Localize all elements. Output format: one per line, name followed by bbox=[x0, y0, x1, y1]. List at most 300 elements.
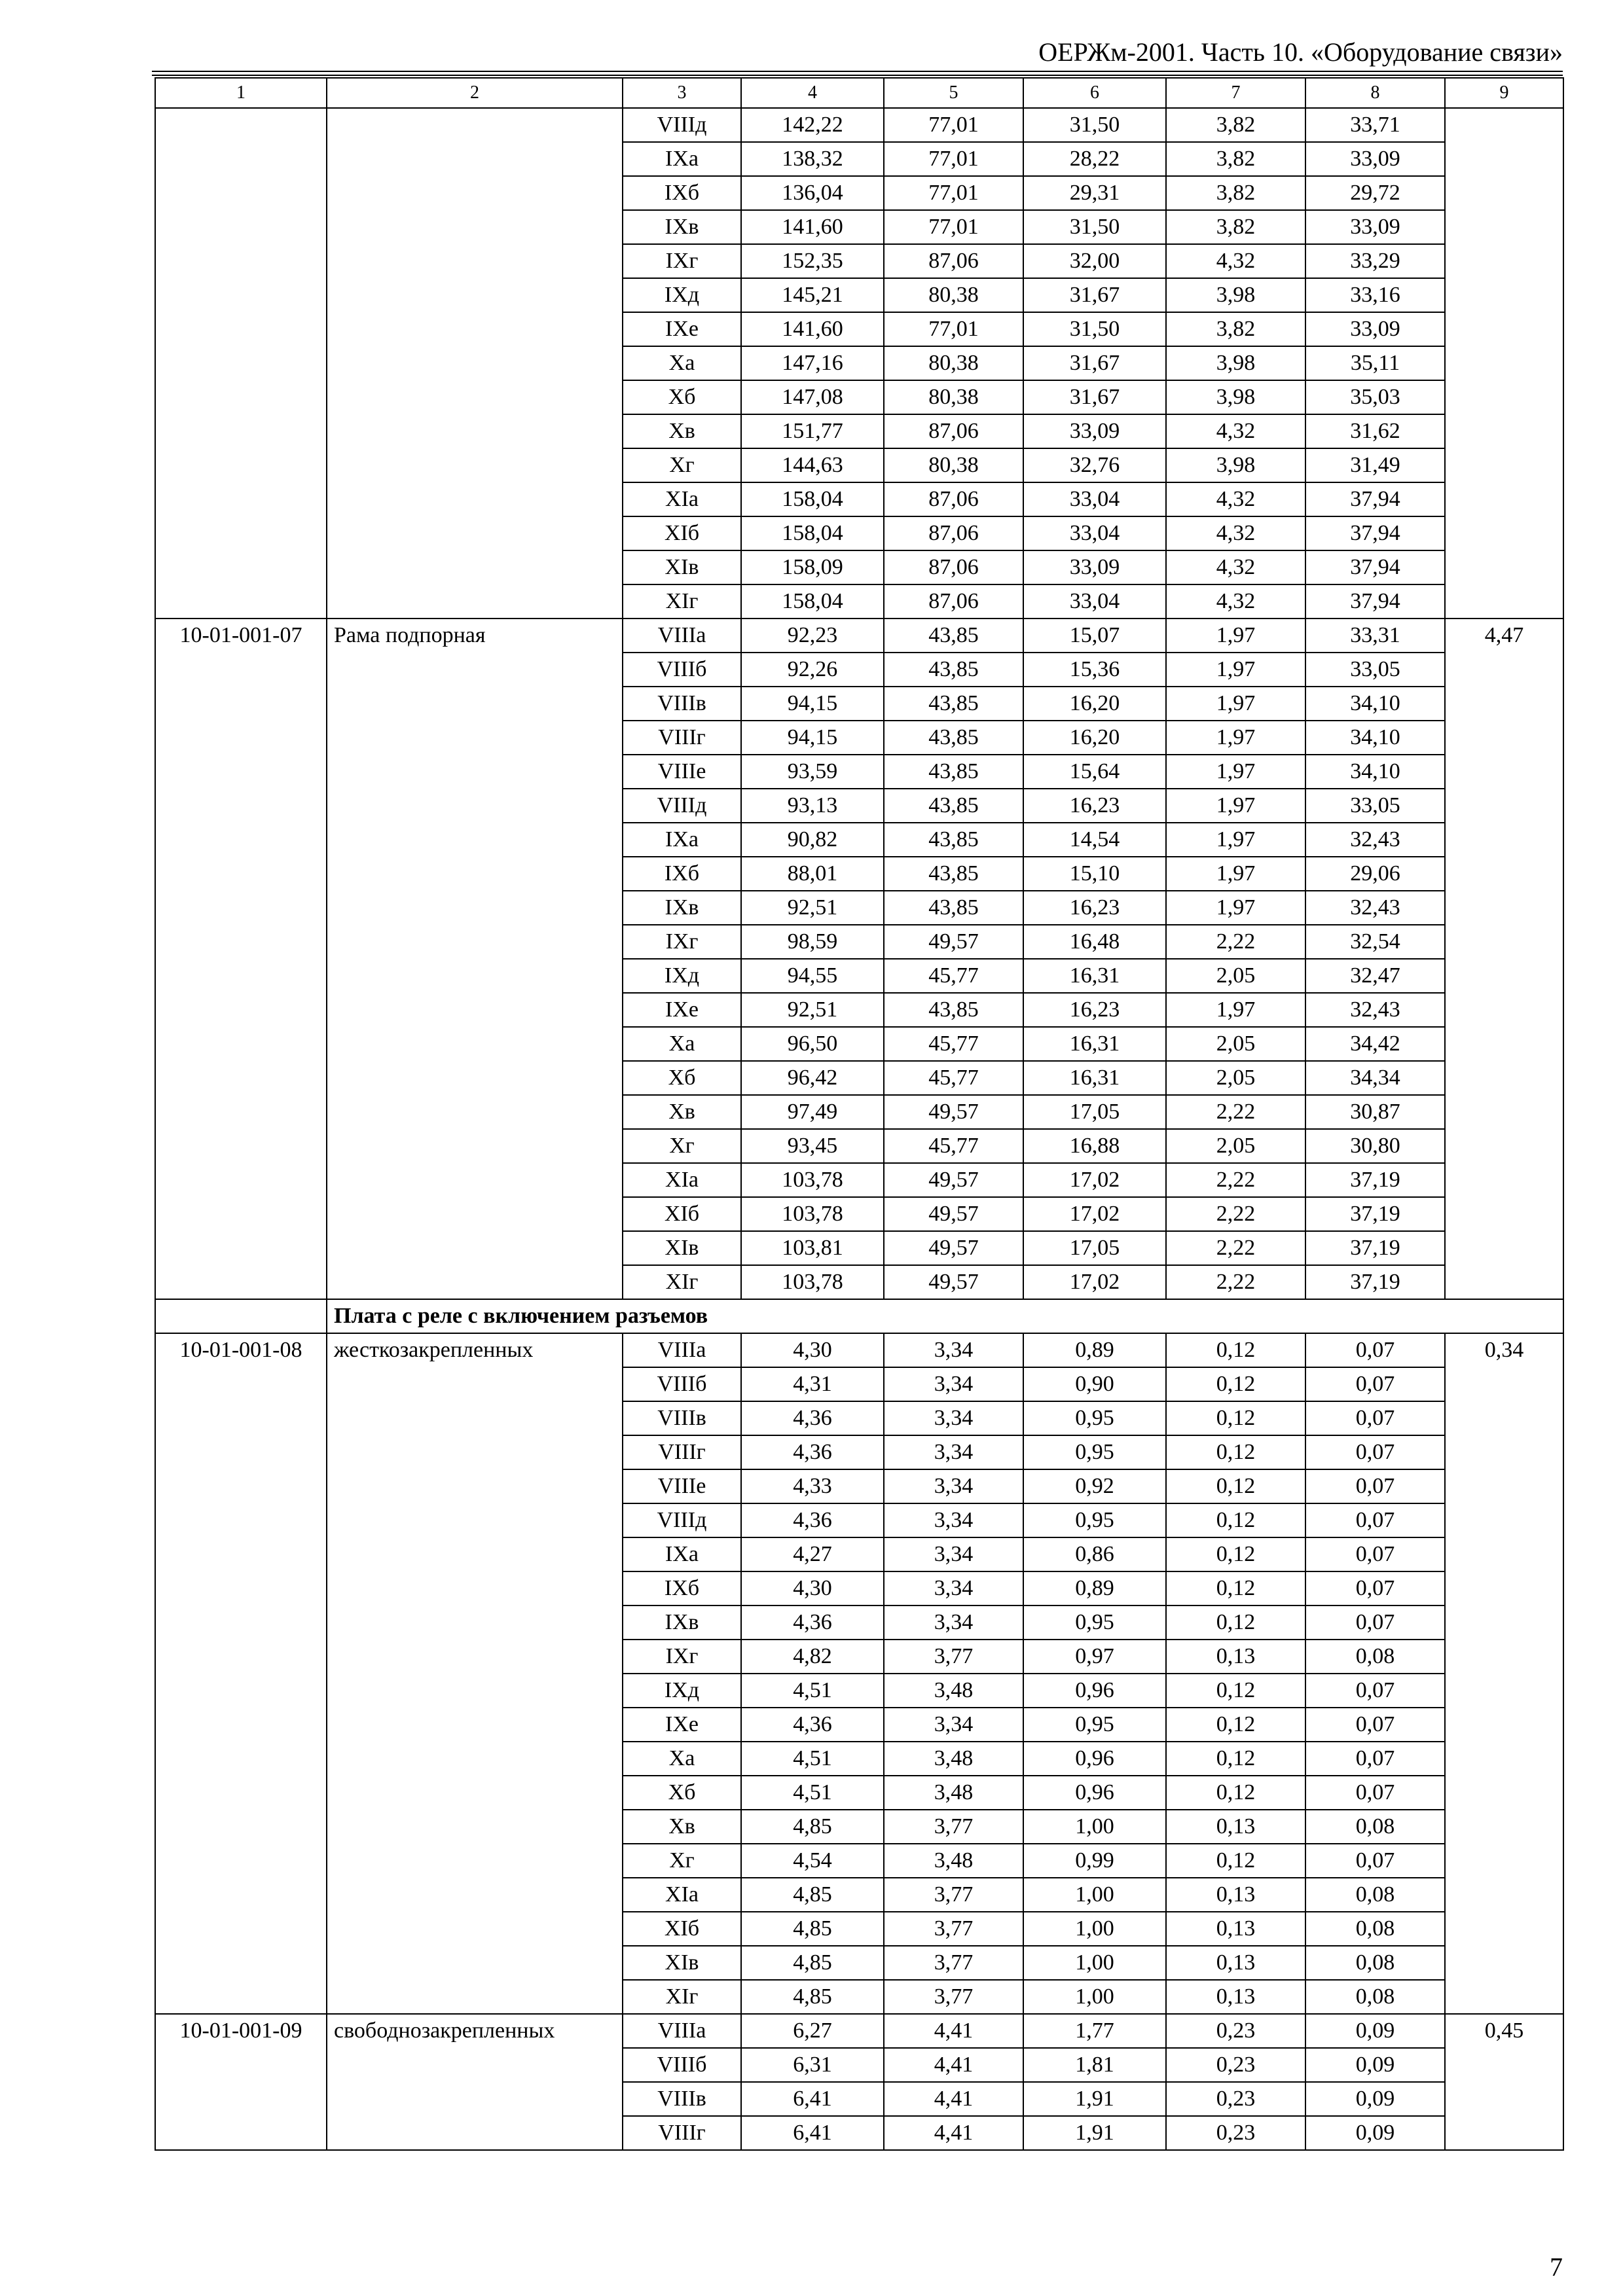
machine-cost-cell: 16,31 bbox=[1023, 959, 1166, 993]
labor-cost-cell: 3,34 bbox=[884, 1537, 1023, 1571]
machine-cost-cell: 33,09 bbox=[1023, 550, 1166, 584]
materials-cost-cell: 32,43 bbox=[1305, 993, 1445, 1027]
operator-wage-cell: 0,13 bbox=[1166, 1640, 1305, 1674]
materials-cost-cell: 0,07 bbox=[1305, 1401, 1445, 1435]
machine-cost-cell: 1,81 bbox=[1023, 2048, 1166, 2082]
total-cost-cell: 94,15 bbox=[741, 687, 884, 721]
total-cost-cell: 92,26 bbox=[741, 653, 884, 687]
zone-cell: XIа bbox=[623, 1163, 741, 1197]
document-header-title: ОЕРЖм-2001. Часть 10. «Оборудование связи» bbox=[1038, 37, 1563, 67]
machine-cost-cell: 15,07 bbox=[1023, 619, 1166, 653]
equipment-mass-cell: 0,34 bbox=[1445, 1333, 1563, 2014]
materials-cost-cell: 0,09 bbox=[1305, 2014, 1445, 2048]
operator-wage-cell: 0,12 bbox=[1166, 1469, 1305, 1503]
labor-cost-cell: 3,34 bbox=[884, 1503, 1023, 1537]
materials-cost-cell: 0,07 bbox=[1305, 1435, 1445, 1469]
table-row bbox=[155, 2014, 1563, 2048]
operator-wage-cell: 1,97 bbox=[1166, 755, 1305, 789]
zone-cell: VIIIв bbox=[623, 2082, 741, 2116]
materials-cost-cell: 32,43 bbox=[1305, 823, 1445, 857]
materials-cost-cell: 35,03 bbox=[1305, 380, 1445, 414]
zone-cell: IXа bbox=[623, 142, 741, 176]
zone-cell: Xб bbox=[623, 1776, 741, 1810]
labor-cost-cell: 80,38 bbox=[884, 278, 1023, 312]
operator-wage-cell: 0,12 bbox=[1166, 1435, 1305, 1469]
total-cost-cell: 4,51 bbox=[741, 1742, 884, 1776]
machine-cost-cell: 16,23 bbox=[1023, 789, 1166, 823]
labor-cost-cell: 3,77 bbox=[884, 1878, 1023, 1912]
rate-name: жесткозакрепленных bbox=[327, 1333, 623, 2014]
total-cost-cell: 93,45 bbox=[741, 1129, 884, 1163]
machine-cost-cell: 0,89 bbox=[1023, 1571, 1166, 1605]
operator-wage-cell: 4,32 bbox=[1166, 584, 1305, 619]
labor-cost-cell: 43,85 bbox=[884, 687, 1023, 721]
materials-cost-cell: 30,87 bbox=[1305, 1095, 1445, 1129]
machine-cost-cell: 15,36 bbox=[1023, 653, 1166, 687]
labor-cost-cell: 3,48 bbox=[884, 1674, 1023, 1708]
zone-cell: XIа bbox=[623, 1878, 741, 1912]
operator-wage-cell: 0,12 bbox=[1166, 1742, 1305, 1776]
machine-cost-cell: 17,05 bbox=[1023, 1095, 1166, 1129]
total-cost-cell: 4,36 bbox=[741, 1401, 884, 1435]
operator-wage-cell: 2,22 bbox=[1166, 1231, 1305, 1265]
zone-cell: VIIIг bbox=[623, 721, 741, 755]
rate-name: свободнозакрепленных bbox=[327, 2014, 623, 2150]
total-cost-cell: 4,36 bbox=[741, 1708, 884, 1742]
materials-cost-cell: 35,11 bbox=[1305, 346, 1445, 380]
equipment-mass-cell: 0,45 bbox=[1445, 2014, 1563, 2150]
zone-cell: IXг bbox=[623, 244, 741, 278]
equipment-mass-cell: 4,47 bbox=[1445, 619, 1563, 1299]
total-cost-cell: 4,36 bbox=[741, 1503, 884, 1537]
operator-wage-cell: 0,12 bbox=[1166, 1537, 1305, 1571]
zone-cell: XIв bbox=[623, 550, 741, 584]
operator-wage-cell: 0,12 bbox=[1166, 1605, 1305, 1640]
total-cost-cell: 142,22 bbox=[741, 108, 884, 142]
zone-cell: XIг bbox=[623, 1265, 741, 1299]
zone-cell: IXг bbox=[623, 925, 741, 959]
table-row bbox=[155, 108, 1563, 142]
machine-cost-cell: 31,67 bbox=[1023, 346, 1166, 380]
materials-cost-cell: 37,19 bbox=[1305, 1197, 1445, 1231]
labor-cost-cell: 87,06 bbox=[884, 482, 1023, 516]
machine-cost-cell: 29,31 bbox=[1023, 176, 1166, 210]
operator-wage-cell: 1,97 bbox=[1166, 619, 1305, 653]
machine-cost-cell: 16,88 bbox=[1023, 1129, 1166, 1163]
total-cost-cell: 4,31 bbox=[741, 1367, 884, 1401]
operator-wage-cell: 3,98 bbox=[1166, 278, 1305, 312]
machine-cost-cell: 0,95 bbox=[1023, 1435, 1166, 1469]
labor-cost-cell: 87,06 bbox=[884, 414, 1023, 448]
operator-wage-cell: 3,82 bbox=[1166, 108, 1305, 142]
materials-cost-cell: 0,09 bbox=[1305, 2116, 1445, 2150]
machine-cost-cell: 33,09 bbox=[1023, 414, 1166, 448]
section-title: Плата с реле с включением разъемов bbox=[327, 1299, 1563, 1333]
zone-cell: VIIIг bbox=[623, 2116, 741, 2150]
total-cost-cell: 4,85 bbox=[741, 1980, 884, 2014]
machine-cost-cell: 0,95 bbox=[1023, 1605, 1166, 1640]
operator-wage-cell: 2,22 bbox=[1166, 1163, 1305, 1197]
total-cost-cell: 98,59 bbox=[741, 925, 884, 959]
materials-cost-cell: 0,07 bbox=[1305, 1367, 1445, 1401]
machine-cost-cell: 33,04 bbox=[1023, 584, 1166, 619]
zone-cell: IXд bbox=[623, 1674, 741, 1708]
labor-cost-cell: 87,06 bbox=[884, 584, 1023, 619]
materials-cost-cell: 0,08 bbox=[1305, 1810, 1445, 1844]
materials-cost-cell: 0,09 bbox=[1305, 2048, 1445, 2082]
machine-cost-cell: 31,67 bbox=[1023, 278, 1166, 312]
materials-cost-cell: 37,19 bbox=[1305, 1265, 1445, 1299]
operator-wage-cell: 1,97 bbox=[1166, 891, 1305, 925]
machine-cost-cell: 1,00 bbox=[1023, 1946, 1166, 1980]
labor-cost-cell: 87,06 bbox=[884, 550, 1023, 584]
zone-cell: VIIIд bbox=[623, 1503, 741, 1537]
labor-cost-cell: 3,77 bbox=[884, 1980, 1023, 2014]
materials-cost-cell: 0,08 bbox=[1305, 1980, 1445, 2014]
labor-cost-cell: 45,77 bbox=[884, 1129, 1023, 1163]
page-number: 7 bbox=[1550, 2252, 1563, 2282]
machine-cost-cell: 32,76 bbox=[1023, 448, 1166, 482]
labor-cost-cell: 3,34 bbox=[884, 1401, 1023, 1435]
operator-wage-cell: 0,13 bbox=[1166, 1946, 1305, 1980]
zone-cell: IXб bbox=[623, 857, 741, 891]
materials-cost-cell: 0,08 bbox=[1305, 1912, 1445, 1946]
column-number: 7 bbox=[1166, 78, 1305, 108]
zone-cell: IXб bbox=[623, 1571, 741, 1605]
zone-cell: Xв bbox=[623, 1095, 741, 1129]
machine-cost-cell: 17,02 bbox=[1023, 1265, 1166, 1299]
zone-cell: Xа bbox=[623, 1027, 741, 1061]
materials-cost-cell: 0,07 bbox=[1305, 1503, 1445, 1537]
machine-cost-cell: 1,91 bbox=[1023, 2082, 1166, 2116]
total-cost-cell: 158,04 bbox=[741, 584, 884, 619]
materials-cost-cell: 37,94 bbox=[1305, 584, 1445, 619]
machine-cost-cell: 15,64 bbox=[1023, 755, 1166, 789]
zone-cell: IXе bbox=[623, 1708, 741, 1742]
column-number: 6 bbox=[1023, 78, 1166, 108]
machine-cost-cell: 33,04 bbox=[1023, 482, 1166, 516]
operator-wage-cell: 0,12 bbox=[1166, 1844, 1305, 1878]
operator-wage-cell: 0,12 bbox=[1166, 1503, 1305, 1537]
zone-cell: VIIIд bbox=[623, 789, 741, 823]
operator-wage-cell: 1,97 bbox=[1166, 993, 1305, 1027]
materials-cost-cell: 0,09 bbox=[1305, 2082, 1445, 2116]
total-cost-cell: 93,59 bbox=[741, 755, 884, 789]
machine-cost-cell: 15,10 bbox=[1023, 857, 1166, 891]
machine-cost-cell: 1,00 bbox=[1023, 1878, 1166, 1912]
materials-cost-cell: 0,08 bbox=[1305, 1640, 1445, 1674]
zone-cell: VIIIе bbox=[623, 1469, 741, 1503]
operator-wage-cell: 0,12 bbox=[1166, 1776, 1305, 1810]
total-cost-cell: 158,04 bbox=[741, 516, 884, 550]
machine-cost-cell: 0,96 bbox=[1023, 1776, 1166, 1810]
labor-cost-cell: 43,85 bbox=[884, 823, 1023, 857]
zone-cell: Xг bbox=[623, 1129, 741, 1163]
labor-cost-cell: 43,85 bbox=[884, 891, 1023, 925]
operator-wage-cell: 0,12 bbox=[1166, 1708, 1305, 1742]
machine-cost-cell: 0,95 bbox=[1023, 1401, 1166, 1435]
materials-cost-cell: 0,08 bbox=[1305, 1878, 1445, 1912]
operator-wage-cell: 1,97 bbox=[1166, 721, 1305, 755]
labor-cost-cell: 3,48 bbox=[884, 1844, 1023, 1878]
header-double-rule bbox=[152, 71, 1563, 76]
materials-cost-cell: 37,94 bbox=[1305, 550, 1445, 584]
zone-cell: Xа bbox=[623, 346, 741, 380]
total-cost-cell: 103,78 bbox=[741, 1163, 884, 1197]
operator-wage-cell: 3,98 bbox=[1166, 380, 1305, 414]
total-cost-cell: 138,32 bbox=[741, 142, 884, 176]
operator-wage-cell: 3,82 bbox=[1166, 176, 1305, 210]
machine-cost-cell: 17,02 bbox=[1023, 1197, 1166, 1231]
rate-code bbox=[155, 108, 327, 619]
zone-cell: Xг bbox=[623, 1844, 741, 1878]
zone-cell: IXе bbox=[623, 993, 741, 1027]
labor-cost-cell: 3,77 bbox=[884, 1912, 1023, 1946]
total-cost-cell: 141,60 bbox=[741, 210, 884, 244]
zone-cell: VIIIе bbox=[623, 755, 741, 789]
materials-cost-cell: 33,09 bbox=[1305, 312, 1445, 346]
total-cost-cell: 4,36 bbox=[741, 1435, 884, 1469]
operator-wage-cell: 0,13 bbox=[1166, 1912, 1305, 1946]
materials-cost-cell: 37,19 bbox=[1305, 1163, 1445, 1197]
machine-cost-cell: 31,50 bbox=[1023, 210, 1166, 244]
zone-cell: Xв bbox=[623, 414, 741, 448]
materials-cost-cell: 0,08 bbox=[1305, 1946, 1445, 1980]
zone-cell: VIIIв bbox=[623, 1401, 741, 1435]
operator-wage-cell: 4,32 bbox=[1166, 516, 1305, 550]
materials-cost-cell: 33,29 bbox=[1305, 244, 1445, 278]
machine-cost-cell: 1,00 bbox=[1023, 1912, 1166, 1946]
total-cost-cell: 94,55 bbox=[741, 959, 884, 993]
operator-wage-cell: 4,32 bbox=[1166, 244, 1305, 278]
machine-cost-cell: 0,97 bbox=[1023, 1640, 1166, 1674]
machine-cost-cell: 0,86 bbox=[1023, 1537, 1166, 1571]
operator-wage-cell: 3,98 bbox=[1166, 346, 1305, 380]
zone-cell: Xб bbox=[623, 1061, 741, 1095]
total-cost-cell: 103,78 bbox=[741, 1197, 884, 1231]
machine-cost-cell: 14,54 bbox=[1023, 823, 1166, 857]
total-cost-cell: 4,85 bbox=[741, 1810, 884, 1844]
total-cost-cell: 4,27 bbox=[741, 1537, 884, 1571]
operator-wage-cell: 0,23 bbox=[1166, 2048, 1305, 2082]
total-cost-cell: 92,51 bbox=[741, 891, 884, 925]
labor-cost-cell: 4,41 bbox=[884, 2048, 1023, 2082]
labor-cost-cell: 49,57 bbox=[884, 1265, 1023, 1299]
operator-wage-cell: 0,12 bbox=[1166, 1367, 1305, 1401]
column-number: 5 bbox=[884, 78, 1023, 108]
materials-cost-cell: 29,06 bbox=[1305, 857, 1445, 891]
materials-cost-cell: 34,10 bbox=[1305, 721, 1445, 755]
operator-wage-cell: 0,12 bbox=[1166, 1674, 1305, 1708]
materials-cost-cell: 33,31 bbox=[1305, 619, 1445, 653]
column-number: 4 bbox=[741, 78, 884, 108]
total-cost-cell: 4,85 bbox=[741, 1946, 884, 1980]
table-row bbox=[155, 1333, 1563, 1367]
materials-cost-cell: 0,07 bbox=[1305, 1605, 1445, 1640]
operator-wage-cell: 0,23 bbox=[1166, 2082, 1305, 2116]
zone-cell: IXа bbox=[623, 823, 741, 857]
zone-cell: Xв bbox=[623, 1810, 741, 1844]
operator-wage-cell: 0,23 bbox=[1166, 2116, 1305, 2150]
materials-cost-cell: 33,09 bbox=[1305, 210, 1445, 244]
operator-wage-cell: 0,13 bbox=[1166, 1810, 1305, 1844]
total-cost-cell: 6,41 bbox=[741, 2116, 884, 2150]
materials-cost-cell: 33,09 bbox=[1305, 142, 1445, 176]
zone-cell: XIа bbox=[623, 482, 741, 516]
labor-cost-cell: 3,34 bbox=[884, 1435, 1023, 1469]
operator-wage-cell: 1,97 bbox=[1166, 857, 1305, 891]
labor-cost-cell: 45,77 bbox=[884, 1061, 1023, 1095]
total-cost-cell: 96,50 bbox=[741, 1027, 884, 1061]
total-cost-cell: 6,27 bbox=[741, 2014, 884, 2048]
column-number: 9 bbox=[1445, 78, 1563, 108]
operator-wage-cell: 2,22 bbox=[1166, 1265, 1305, 1299]
labor-cost-cell: 43,85 bbox=[884, 619, 1023, 653]
total-cost-cell: 152,35 bbox=[741, 244, 884, 278]
rate-code: 10-01-001-07 bbox=[155, 619, 327, 1299]
zone-cell: VIIIд bbox=[623, 108, 741, 142]
materials-cost-cell: 33,05 bbox=[1305, 653, 1445, 687]
labor-cost-cell: 3,48 bbox=[884, 1742, 1023, 1776]
operator-wage-cell: 0,12 bbox=[1166, 1401, 1305, 1435]
machine-cost-cell: 16,31 bbox=[1023, 1061, 1166, 1095]
materials-cost-cell: 0,07 bbox=[1305, 1776, 1445, 1810]
operator-wage-cell: 0,13 bbox=[1166, 1878, 1305, 1912]
machine-cost-cell: 0,95 bbox=[1023, 1503, 1166, 1537]
zone-cell: XIб bbox=[623, 1912, 741, 1946]
total-cost-cell: 4,51 bbox=[741, 1674, 884, 1708]
materials-cost-cell: 37,94 bbox=[1305, 516, 1445, 550]
zone-cell: IXа bbox=[623, 1537, 741, 1571]
zone-cell: VIIIа bbox=[623, 1333, 741, 1367]
labor-cost-cell: 43,85 bbox=[884, 721, 1023, 755]
zone-cell: IXд bbox=[623, 959, 741, 993]
machine-cost-cell: 16,31 bbox=[1023, 1027, 1166, 1061]
machine-cost-cell: 0,96 bbox=[1023, 1674, 1166, 1708]
total-cost-cell: 4,36 bbox=[741, 1605, 884, 1640]
equipment-mass-cell bbox=[1445, 108, 1563, 619]
zone-cell: VIIIг bbox=[623, 1435, 741, 1469]
machine-cost-cell: 0,89 bbox=[1023, 1333, 1166, 1367]
labor-cost-cell: 49,57 bbox=[884, 1197, 1023, 1231]
total-cost-cell: 4,30 bbox=[741, 1571, 884, 1605]
operator-wage-cell: 0,23 bbox=[1166, 2014, 1305, 2048]
labor-cost-cell: 3,77 bbox=[884, 1810, 1023, 1844]
zone-cell: XIг bbox=[623, 1980, 741, 2014]
zone-cell: VIIIа bbox=[623, 2014, 741, 2048]
column-number-row bbox=[155, 78, 1563, 108]
zone-cell: XIв bbox=[623, 1946, 741, 1980]
machine-cost-cell: 31,50 bbox=[1023, 108, 1166, 142]
column-number: 2 bbox=[327, 78, 623, 108]
labor-cost-cell: 3,34 bbox=[884, 1333, 1023, 1367]
machine-cost-cell: 33,04 bbox=[1023, 516, 1166, 550]
total-cost-cell: 4,85 bbox=[741, 1912, 884, 1946]
labor-cost-cell: 3,48 bbox=[884, 1776, 1023, 1810]
materials-cost-cell: 0,07 bbox=[1305, 1674, 1445, 1708]
operator-wage-cell: 2,22 bbox=[1166, 1197, 1305, 1231]
machine-cost-cell: 1,00 bbox=[1023, 1980, 1166, 2014]
labor-cost-cell: 87,06 bbox=[884, 516, 1023, 550]
labor-cost-cell: 77,01 bbox=[884, 108, 1023, 142]
labor-cost-cell: 43,85 bbox=[884, 789, 1023, 823]
zone-cell: IXе bbox=[623, 312, 741, 346]
machine-cost-cell: 1,00 bbox=[1023, 1810, 1166, 1844]
total-cost-cell: 4,30 bbox=[741, 1333, 884, 1367]
section-title-row bbox=[155, 1299, 1563, 1333]
total-cost-cell: 88,01 bbox=[741, 857, 884, 891]
materials-cost-cell: 31,49 bbox=[1305, 448, 1445, 482]
zone-cell: IXг bbox=[623, 1640, 741, 1674]
zone-cell: IXб bbox=[623, 176, 741, 210]
materials-cost-cell: 37,94 bbox=[1305, 482, 1445, 516]
rate-name bbox=[327, 108, 623, 619]
total-cost-cell: 4,54 bbox=[741, 1844, 884, 1878]
materials-cost-cell: 34,42 bbox=[1305, 1027, 1445, 1061]
total-cost-cell: 92,51 bbox=[741, 993, 884, 1027]
materials-cost-cell: 33,16 bbox=[1305, 278, 1445, 312]
operator-wage-cell: 2,22 bbox=[1166, 1095, 1305, 1129]
operator-wage-cell: 1,97 bbox=[1166, 653, 1305, 687]
machine-cost-cell: 31,67 bbox=[1023, 380, 1166, 414]
machine-cost-cell: 0,92 bbox=[1023, 1469, 1166, 1503]
labor-cost-cell: 49,57 bbox=[884, 1163, 1023, 1197]
machine-cost-cell: 16,48 bbox=[1023, 925, 1166, 959]
labor-cost-cell: 43,85 bbox=[884, 653, 1023, 687]
labor-cost-cell: 45,77 bbox=[884, 1027, 1023, 1061]
zone-cell: VIIIа bbox=[623, 619, 741, 653]
total-cost-cell: 103,78 bbox=[741, 1265, 884, 1299]
labor-cost-cell: 3,34 bbox=[884, 1571, 1023, 1605]
materials-cost-cell: 31,62 bbox=[1305, 414, 1445, 448]
operator-wage-cell: 2,05 bbox=[1166, 1129, 1305, 1163]
labor-cost-cell: 49,57 bbox=[884, 1231, 1023, 1265]
labor-cost-cell: 3,77 bbox=[884, 1640, 1023, 1674]
zone-cell: IXв bbox=[623, 891, 741, 925]
materials-cost-cell: 34,10 bbox=[1305, 687, 1445, 721]
operator-wage-cell: 3,82 bbox=[1166, 210, 1305, 244]
total-cost-cell: 103,81 bbox=[741, 1231, 884, 1265]
labor-cost-cell: 3,34 bbox=[884, 1708, 1023, 1742]
labor-cost-cell: 3,34 bbox=[884, 1367, 1023, 1401]
machine-cost-cell: 0,99 bbox=[1023, 1844, 1166, 1878]
total-cost-cell: 147,08 bbox=[741, 380, 884, 414]
total-cost-cell: 94,15 bbox=[741, 721, 884, 755]
rates-table bbox=[155, 77, 1564, 2151]
materials-cost-cell: 0,07 bbox=[1305, 1844, 1445, 1878]
labor-cost-cell: 80,38 bbox=[884, 448, 1023, 482]
column-number: 8 bbox=[1305, 78, 1445, 108]
labor-cost-cell: 4,41 bbox=[884, 2014, 1023, 2048]
machine-cost-cell: 0,90 bbox=[1023, 1367, 1166, 1401]
zone-cell: XIг bbox=[623, 584, 741, 619]
operator-wage-cell: 3,82 bbox=[1166, 312, 1305, 346]
column-number: 3 bbox=[623, 78, 741, 108]
labor-cost-cell: 49,57 bbox=[884, 1095, 1023, 1129]
materials-cost-cell: 32,47 bbox=[1305, 959, 1445, 993]
labor-cost-cell: 77,01 bbox=[884, 176, 1023, 210]
operator-wage-cell: 4,32 bbox=[1166, 414, 1305, 448]
operator-wage-cell: 0,12 bbox=[1166, 1333, 1305, 1367]
materials-cost-cell: 30,80 bbox=[1305, 1129, 1445, 1163]
total-cost-cell: 4,51 bbox=[741, 1776, 884, 1810]
total-cost-cell: 158,04 bbox=[741, 482, 884, 516]
operator-wage-cell: 2,05 bbox=[1166, 1061, 1305, 1095]
machine-cost-cell: 16,20 bbox=[1023, 687, 1166, 721]
total-cost-cell: 144,63 bbox=[741, 448, 884, 482]
rate-name: Рама подпорная bbox=[327, 619, 623, 1299]
labor-cost-cell: 87,06 bbox=[884, 244, 1023, 278]
